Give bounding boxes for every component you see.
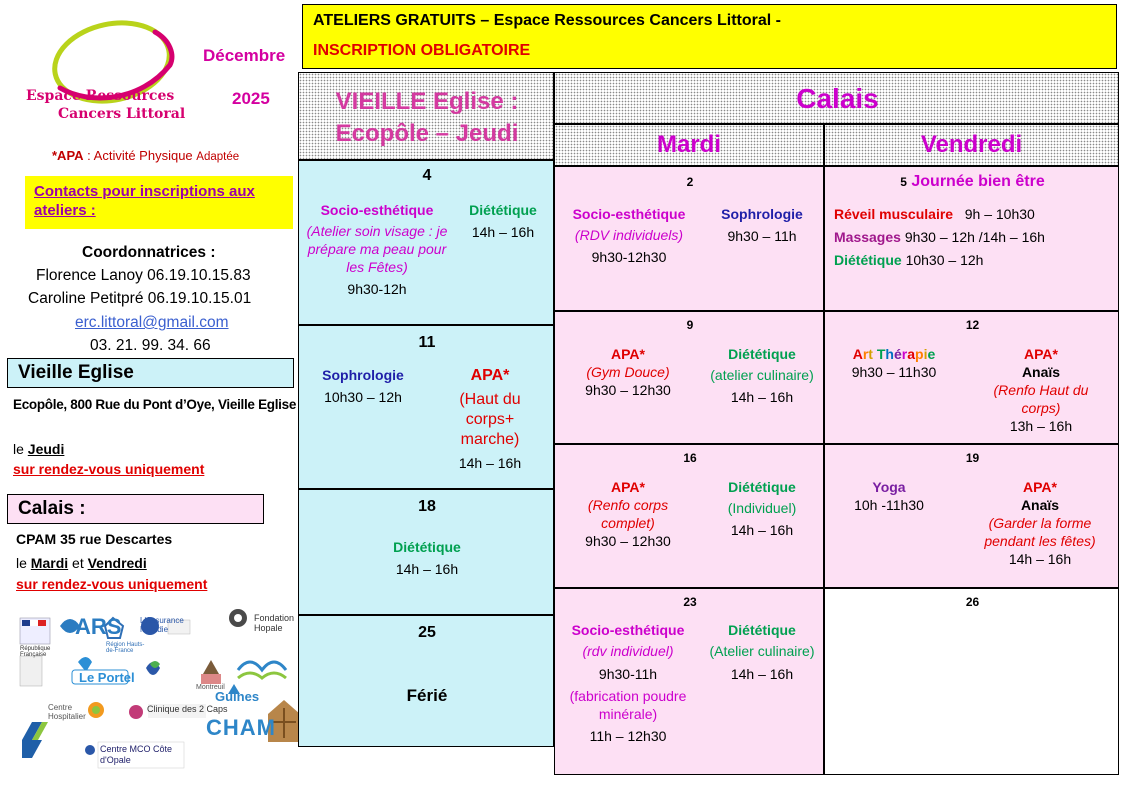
montreuil-logo-text: Montreuil	[196, 684, 225, 691]
guines-logo-text: Guînes	[215, 689, 260, 704]
cell-jeudi-18	[298, 489, 554, 615]
date-25: 25	[418, 624, 436, 641]
dietetique-title: Diététique	[728, 622, 796, 638]
dietetique-desc: (Atelier culinaire)	[709, 643, 815, 659]
calais-day-prefix: le	[16, 555, 31, 571]
header-subtitle: INSCRIPTION OBLIGATOIRE	[313, 42, 531, 59]
journee-title: Journée bien être	[911, 173, 1045, 190]
erc-logo	[20, 10, 200, 140]
art-therapie-title	[831, 345, 957, 363]
vieille-header	[298, 72, 554, 160]
apa-title: APA*	[1024, 346, 1058, 362]
date-5: 5	[900, 175, 907, 189]
calais-header	[554, 72, 1119, 124]
vieille-day	[13, 439, 64, 459]
dietetique-title: Diététique	[469, 202, 537, 218]
cham-logo-text: CHAM	[206, 715, 276, 740]
socio-esthetique-title: Socio-esthétique	[571, 622, 685, 638]
clinique-logo-text: Clinique des 2 Caps	[147, 704, 228, 714]
calais-days	[16, 553, 147, 573]
socio-esthetique-desc: (RDV individuels)	[574, 227, 684, 243]
dietetique-time: 14h – 16h	[730, 666, 794, 682]
coord-title: Coordonnatrices :	[82, 244, 216, 261]
apa-time: 14h – 16h	[1008, 551, 1072, 567]
header-banner	[302, 4, 1117, 69]
dietetique-desc: (atelier culinaire)	[710, 367, 814, 383]
date-16: 16	[683, 451, 697, 465]
vieille-rdv: sur rendez-vous uniquement	[13, 461, 205, 477]
art-therapie-time: 9h30 – 11h30	[851, 364, 937, 380]
apa-footnote	[52, 148, 239, 163]
date-2: 2	[686, 175, 694, 189]
le-portel-logo-text: Le Portel	[79, 670, 135, 685]
date-26: 26	[965, 595, 980, 609]
centre-hospitalier-logo-text: Centre Hospitalier	[48, 703, 86, 721]
mco-logo-text: Centre MCO Côte d'Opale	[100, 744, 173, 765]
email-link[interactable]: erc.littoral@gmail.com	[75, 314, 229, 331]
apa-time: 9h30 – 12h30	[585, 382, 671, 398]
cell-vendredi-26	[824, 588, 1119, 775]
dietetique-title: Diététique	[728, 479, 796, 495]
date-11: 11	[418, 334, 436, 351]
apa-desc: (Garder la forme pendant les fêtes)	[984, 515, 1096, 549]
date-19: 19	[965, 451, 980, 465]
vieille-address: Ecopôle, 800 Rue du Pont d’Oye, Vieille Eglise	[13, 397, 297, 412]
socio-esthetique-time: 9h30-12h	[347, 281, 407, 297]
dietetique-title: Diététique	[728, 346, 796, 362]
header-title: ATELIERS GRATUITS – Espace Ressources Cancers Littoral -	[313, 12, 781, 29]
logo-text-1: Espace Ressources	[26, 88, 175, 104]
mardi-label: Mardi	[656, 131, 721, 158]
vieille-title-line2: Ecopôle – Jeudi	[335, 120, 519, 147]
phone-number: 03. 21. 99. 34. 66	[90, 337, 211, 354]
apa-title: APA*	[611, 346, 645, 362]
apa-title: APA*	[470, 367, 510, 384]
apa-time: 14h – 16h	[458, 455, 522, 471]
sophrologie-title: Sophrologie	[721, 206, 803, 222]
date-23: 23	[683, 595, 697, 609]
apa-title: APA*	[611, 479, 645, 495]
cell-vendredi-19	[824, 444, 1119, 588]
cell-mardi-23	[554, 588, 824, 775]
massages-label: Massages	[834, 229, 901, 245]
socio-esthetique-time: 9h30-11h	[598, 666, 658, 682]
dietetique-time: 14h – 16h	[730, 522, 794, 538]
dietetique-desc: (Individuel)	[727, 500, 797, 516]
region-logo-text: Région Hauts-de-France	[106, 642, 145, 654]
calais-day-vendredi: Vendredi	[87, 555, 147, 571]
vendredi-header	[824, 124, 1119, 166]
date-9: 9	[686, 318, 694, 332]
apa-coach: Anaïs	[1020, 497, 1060, 513]
cell-mardi-2	[554, 166, 824, 311]
calais-day-and: et	[68, 555, 88, 571]
cell-jeudi-11	[298, 325, 554, 489]
reveil-label: Réveil musculaire	[834, 206, 954, 222]
coord-florence: Florence Lanoy 06.19.10.15.83	[36, 267, 251, 284]
sophrologie-time: 9h30 – 11h	[727, 228, 797, 244]
reveil-row	[834, 205, 1035, 223]
socio-esthetique-desc: (Atelier soin visage : je prépare ma peau pour les Fêtes)	[306, 223, 448, 275]
contacts-title: Contacts pour inscriptions aux ateliers :	[34, 183, 255, 219]
vieille-day-name: Jeudi	[27, 441, 65, 457]
mardi-header	[554, 124, 824, 166]
dietetique-label: Diététique	[834, 252, 902, 268]
date-4: 4	[422, 167, 432, 184]
dietetique-time: 14h – 16h	[730, 389, 794, 405]
massages-row	[834, 228, 1045, 246]
dietetique-time: 10h30 – 12h	[905, 252, 984, 268]
coord-caroline: Caroline Petitpré 06.19.10.15.01	[28, 290, 252, 307]
journee-bien-etre	[825, 173, 1120, 191]
apa-desc: (Haut du corps+ marche)	[459, 391, 521, 448]
vendredi-label: Vendredi	[920, 131, 1023, 158]
dietetique-time: 14h – 16h	[395, 561, 459, 577]
socio-esthetique-title: Socio-esthétique	[320, 202, 434, 218]
apa-desc: (Renfo Haut du corps)	[993, 382, 1089, 416]
date-12: 12	[965, 318, 980, 332]
calais-address: CPAM 35 rue Descartes	[16, 531, 173, 547]
apa-abbr: *APA	[52, 148, 84, 163]
apa-text: Activité Physique	[93, 148, 193, 163]
yoga-time: 10h -11h30	[854, 497, 924, 513]
massages-time: 9h30 – 12h /14h – 16h	[904, 229, 1045, 245]
cell-vendredi-5	[824, 166, 1119, 311]
apa-time: 9h30 – 12h30	[585, 533, 671, 549]
apa-time: 13h – 16h	[1009, 418, 1073, 434]
calais-day-mardi: Mardi	[30, 555, 69, 571]
contacts-box	[25, 176, 293, 229]
cell-mardi-9	[554, 311, 824, 444]
rf-logo-text: République Française	[20, 646, 51, 658]
dietetique-row	[834, 251, 983, 269]
vieille-eglise-label: Vieille Eglise	[7, 358, 294, 388]
dietetique-title: Diététique	[393, 539, 461, 555]
assurance-maladie-logo-text: L'Assurance Maladie	[140, 616, 184, 634]
cell-mardi-16	[554, 444, 824, 588]
calais-title: Calais	[796, 83, 879, 114]
date-18: 18	[418, 498, 436, 515]
month-label: Décembre	[203, 46, 286, 65]
calais-rdv: sur rendez-vous uniquement	[16, 576, 208, 592]
cell-vendredi-12	[824, 311, 1119, 444]
hopale-logo-text: Fondation Hopale	[254, 613, 295, 633]
year-label: 2025	[232, 89, 270, 108]
fabrication-time: 11h – 12h30	[589, 728, 667, 744]
apa-desc: (Gym Douce)	[586, 364, 670, 380]
logo-text-2: Cancers Littoral	[58, 106, 186, 122]
yoga-title: Yoga	[872, 479, 906, 495]
apa-title: APA*	[1023, 479, 1057, 495]
ferie-label: Férié	[406, 686, 448, 705]
cell-jeudi-4	[298, 160, 554, 325]
ars-logo-text: ARS	[75, 614, 122, 639]
sophrologie-title: Sophrologie	[322, 367, 404, 383]
calais-label: Calais :	[7, 494, 264, 524]
sophrologie-time: 10h30 – 12h	[324, 389, 402, 405]
art-therapie-rainbow: Art Thérapie	[852, 346, 936, 362]
apa-small: Adaptée	[196, 151, 240, 163]
apa-desc: (Renfo corps complet)	[587, 497, 669, 531]
partner-logos	[18, 604, 300, 780]
cell-jeudi-25	[298, 615, 554, 747]
vieille-title-line1: VIEILLE Eglise :	[335, 88, 519, 115]
vieille-day-prefix: le	[13, 441, 28, 457]
apa-sep: :	[83, 148, 94, 163]
apa-coach: Anaïs	[1021, 364, 1061, 380]
socio-esthetique-time: 9h30-12h30	[591, 249, 667, 265]
fabrication-desc: (fabrication poudre minérale)	[569, 688, 687, 722]
socio-esthetique-desc: (rdv individuel)	[582, 643, 674, 659]
dietetique-time: 14h – 16h	[471, 224, 535, 240]
reveil-time: 9h – 10h30	[964, 206, 1035, 222]
socio-esthetique-title: Socio-esthétique	[572, 206, 686, 222]
